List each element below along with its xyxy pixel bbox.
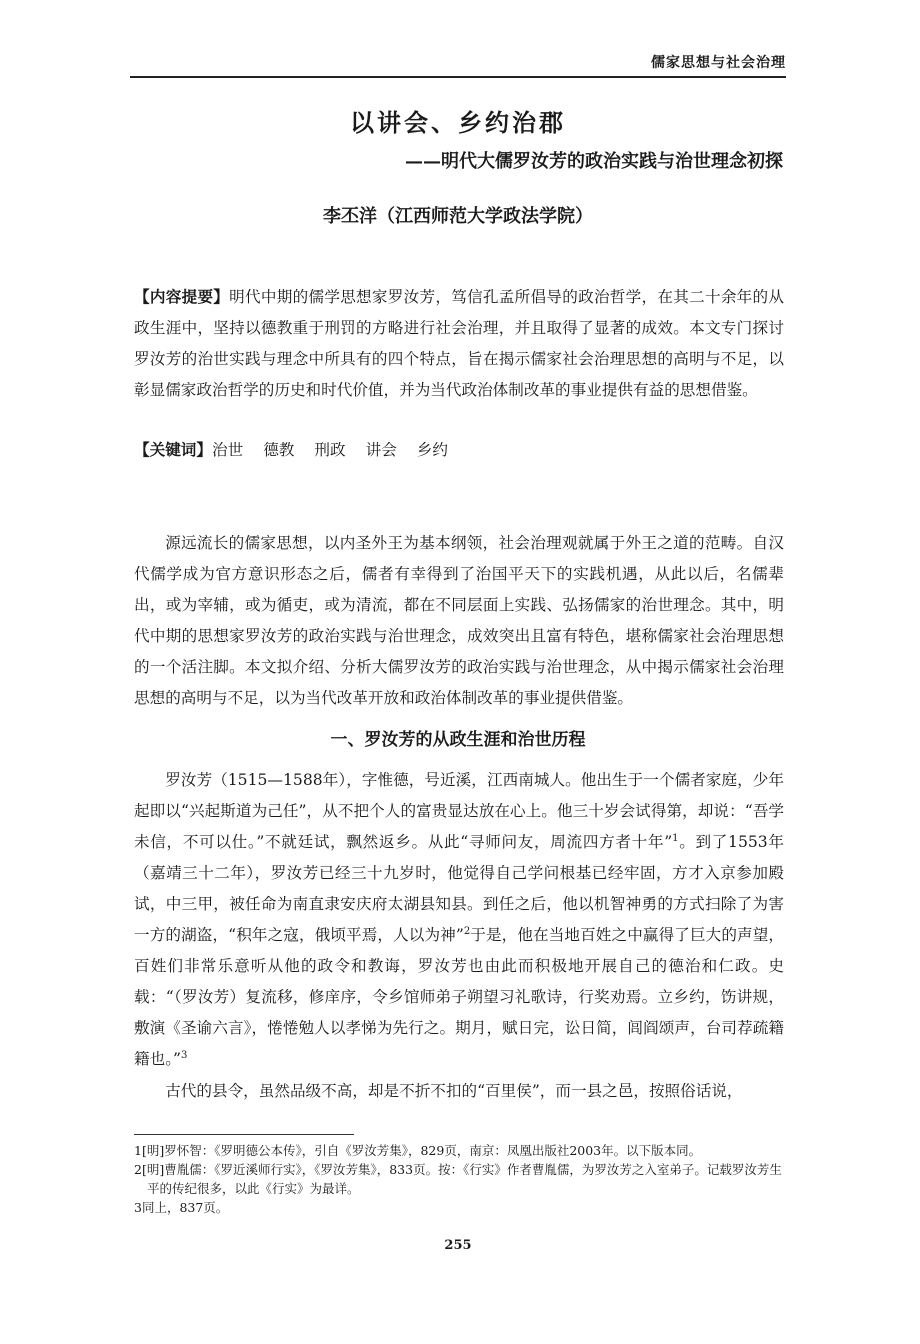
article-title: 以讲会、乡约治郡 xyxy=(350,108,566,137)
abstract-text: 明代中期的儒学思想家罗汝芳，笃信孔孟所倡导的政治哲学，在其二十余年的从政生涯中，坚持以德教重于刑罚的方略进行社会治理，并且取得了显著的成效。本文专门探讨罗汝芳的治世实践与理念中所具有的四个特点，旨在揭示儒家社会治理思想的高明与不足，以彰显儒家政治哲学的历史和时代价值，并为当代政治体制改革的事业提供有益的思想借鉴。 xyxy=(134,288,784,399)
keyword: 德教 xyxy=(263,441,295,459)
footnote-ref-1: 1 xyxy=(672,833,679,844)
footnote: 3同上，837页。 xyxy=(134,1200,229,1215)
section-heading: 一、罗汝芳的从政生涯和治世历程 xyxy=(330,730,586,750)
footnote: 2[明]曹胤儒：《罗近溪师行实》，《罗汝芳集》，833页。按：《行实》作者曹胤儒，为罗汝芳之入室弟子。记载罗汝芳生平的传纪很多，以此《行实》为最详。 xyxy=(134,1162,782,1196)
footnote: 1[明]罗怀智：《罗明德公本传》，引自《罗汝芳集》，829页，南京：凤凰出版社2003年。以下版本同。 xyxy=(134,1143,702,1158)
header-rule xyxy=(130,76,786,78)
abstract-label: 【内容提要】 xyxy=(134,287,230,306)
body-text: 罗汝芳（1515—1588年），字惟德，号近溪，江西南城人。他出生于一个儒者家庭，少年起即以“兴起斯道为己任”，从不把个人的富贵显达放在心上。他三十岁会试得第，却说：“吾学未信，不可以仕。”不就廷试，飘然返乡。从此“寻师问友，周流四方者十年” xyxy=(134,771,784,851)
body-paragraph xyxy=(134,765,784,1075)
keyword: 治世 xyxy=(211,441,244,459)
footnotes xyxy=(134,1141,784,1217)
keywords-label: 【关键词】 xyxy=(134,440,212,459)
author-line: 李丕洋（江西师范大学政法学院） xyxy=(323,206,593,227)
keywords xyxy=(134,434,784,466)
running-head: 儒家思想与社会治理 xyxy=(651,55,786,71)
intro-paragraph: 源远流长的儒家思想，以内圣外王为基本纲领，社会治理观就属于外王之道的范畴。自汉代儒学成为官方意识形态之后，儒者有幸得到了治国平天下的实践机遇，从此以后，名儒辈出，或为宰辅，或为循吏，或为清流，都在不同层面上实践、弘扬儒家的治世理念。其中，明代中期的思想家罗汝芳的政治实践与治世理念，成效突出且富有特色，堪称儒家社会治理思想的一个活注脚。本文拟介绍、分析大儒罗汝芳的政治实践与治世理念，从中揭示儒家社会治理思想的高明与不足，以为当代改革开放和政治体制改革的事业提供借鉴。 xyxy=(134,534,784,707)
body-text: 于是，他在当地百姓之中赢得了巨大的声望，百姓们非常乐意听从他的政令和教诲，罗汝芳也由此而积极地开展自己的德治和仁政。史载：“（罗汝芳）复流移，修庠序，令乡馆师弟子朔望习礼歌诗，行奖劝焉。立乡约，饬讲规，敷演《圣谕六言》，惓惓勉人以孝悌为先行之。期月，赋日完，讼日简，闾阎颂声，台司荐疏籍籍也。” xyxy=(134,926,784,1068)
footnote-ref-2: 2 xyxy=(463,926,471,937)
article-subtitle: ——明代大儒罗汝芳的政治实践与治世理念初探 xyxy=(405,151,783,172)
footnote-ref-3: 3 xyxy=(180,1050,188,1061)
abstract xyxy=(134,281,784,406)
page-number: 255 xyxy=(444,1238,472,1253)
body-paragraph: 古代的县令，虽然品级不高，却是不折不扣的“百里侯”，而一县之邑，按照俗话说， xyxy=(165,1082,743,1100)
body-text: 。到了1553年（嘉靖三十二年），罗汝芳已经三十九岁时，他觉得自己学问根基已经牢固，方才入京参加殿试，中三甲，被任命为南直隶安庆府太湖县知县。到任之后，他以机智神勇的方式扫除了为害一方的湖盗，“积年之寇，俄顷平焉，人以为神” xyxy=(134,833,784,944)
keyword: 讲会 xyxy=(365,441,397,459)
keyword: 刑政 xyxy=(314,441,346,459)
keyword: 乡约 xyxy=(416,441,448,459)
footnote-rule xyxy=(134,1134,354,1135)
